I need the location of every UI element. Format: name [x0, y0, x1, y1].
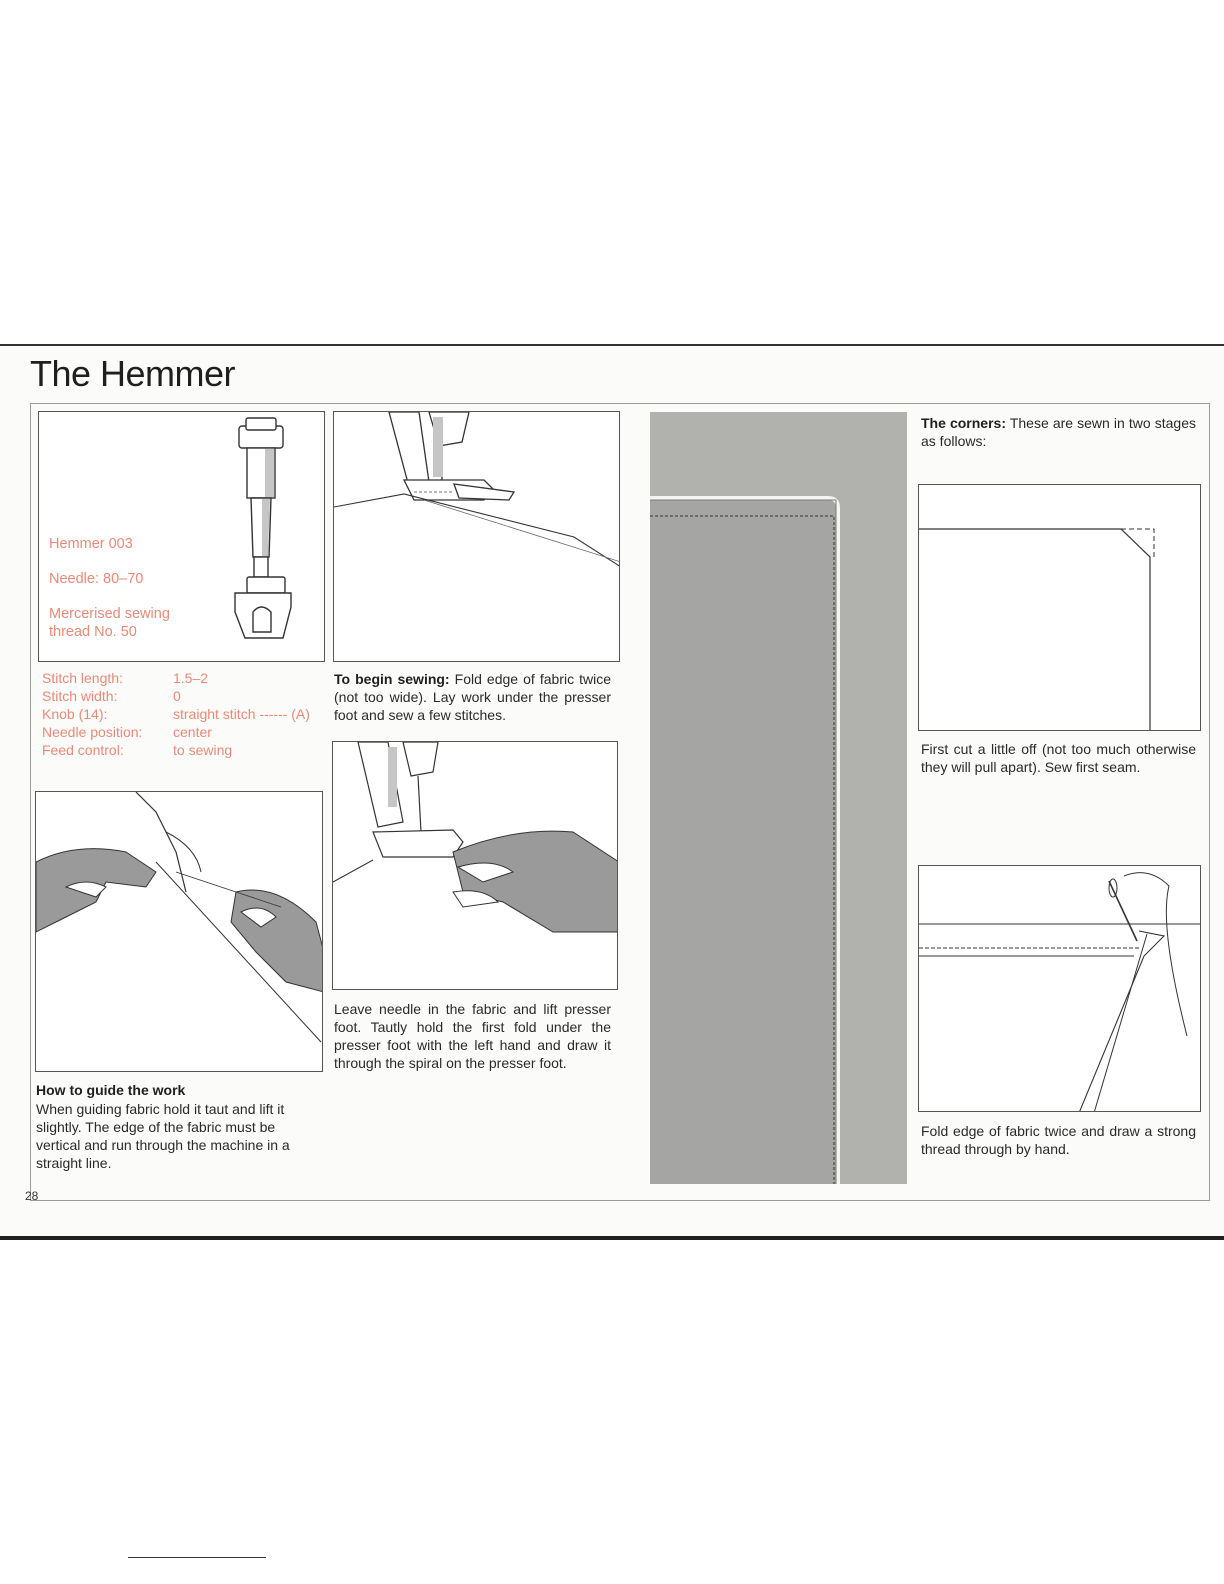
spec-foot: Hemmer 003: [49, 536, 133, 552]
foot-with-hand-icon: [333, 742, 618, 990]
fold-thread-diagram: [918, 865, 1201, 1112]
begin-sewing-illustration: [333, 411, 620, 662]
setting-row: [42, 670, 342, 688]
setting-value: 1.5–2: [173, 670, 209, 686]
guide-work-text: When guiding fabric hold it taut and lift it slightly. The edge of the fabric must be vertical and run through the machine in a straight line.: [36, 1101, 290, 1171]
corners-text: [921, 414, 1196, 450]
begin-sewing-body: Fold edge of fabric twice (not too wide). Lay work under the presser foot and sew a few stitches.: [334, 671, 612, 723]
underline-mark: [128, 1557, 266, 1558]
first-cut-text: First cut a little off (not too much otherwise they will pull apart). Sew first seam.: [921, 741, 1196, 775]
setting-label: Knob (14):: [42, 706, 108, 722]
setting-row: [42, 706, 342, 724]
setting-label: Needle position:: [42, 724, 143, 740]
begin-sewing-text: [334, 670, 611, 724]
setting-label: Stitch length:: [42, 670, 123, 686]
setting-value: straight stitch ------ (A): [173, 706, 310, 722]
spec-thread-line1: Mercerised sewing: [49, 606, 170, 622]
corner-cut-icon: [919, 485, 1201, 731]
setting-value: center: [173, 724, 212, 740]
leave-needle-illustration: [332, 741, 618, 990]
page-number: 28: [25, 1189, 39, 1203]
setting-row: [42, 688, 342, 706]
hands-guiding-fabric-icon: [36, 792, 323, 1072]
hemmer-foot-illustration: [38, 411, 325, 662]
guide-work-heading: How to guide the work: [36, 1082, 186, 1098]
guide-work-illustration: [35, 791, 323, 1072]
page-title: The Hemmer: [30, 353, 236, 394]
fabric-corner-photo-image: [650, 412, 907, 1184]
corners-heading: The corners:: [921, 415, 1006, 431]
needle-thread-icon: [919, 866, 1201, 1112]
setting-row: [42, 724, 342, 742]
leave-needle-text: Leave needle in the fabric and lift presser foot. Tautly hold the first fold under the presser foot with the left hand and draw it through the spiral on the presser foot.: [334, 1001, 611, 1071]
setting-row: [42, 742, 342, 760]
hemmed-corner-photo: [650, 412, 907, 1184]
corner-cut-diagram: [918, 484, 1201, 731]
spec-needle: Needle: 80–70: [49, 571, 144, 587]
setting-label: Stitch width:: [42, 688, 118, 704]
setting-value: 0: [173, 688, 181, 704]
setting-label: Feed control:: [42, 742, 124, 758]
begin-sewing-heading: To begin sewing:: [334, 671, 450, 687]
spec-thread-line2: thread No. 50: [49, 624, 137, 640]
fold-edge-text: Fold edge of fabric twice and draw a strong thread through by hand.: [921, 1123, 1196, 1157]
corners-body: These are sewn in two stages as follows:: [921, 415, 1196, 449]
setting-value: to sewing: [173, 742, 233, 758]
sewing-machine-foot-icon: [334, 412, 620, 662]
